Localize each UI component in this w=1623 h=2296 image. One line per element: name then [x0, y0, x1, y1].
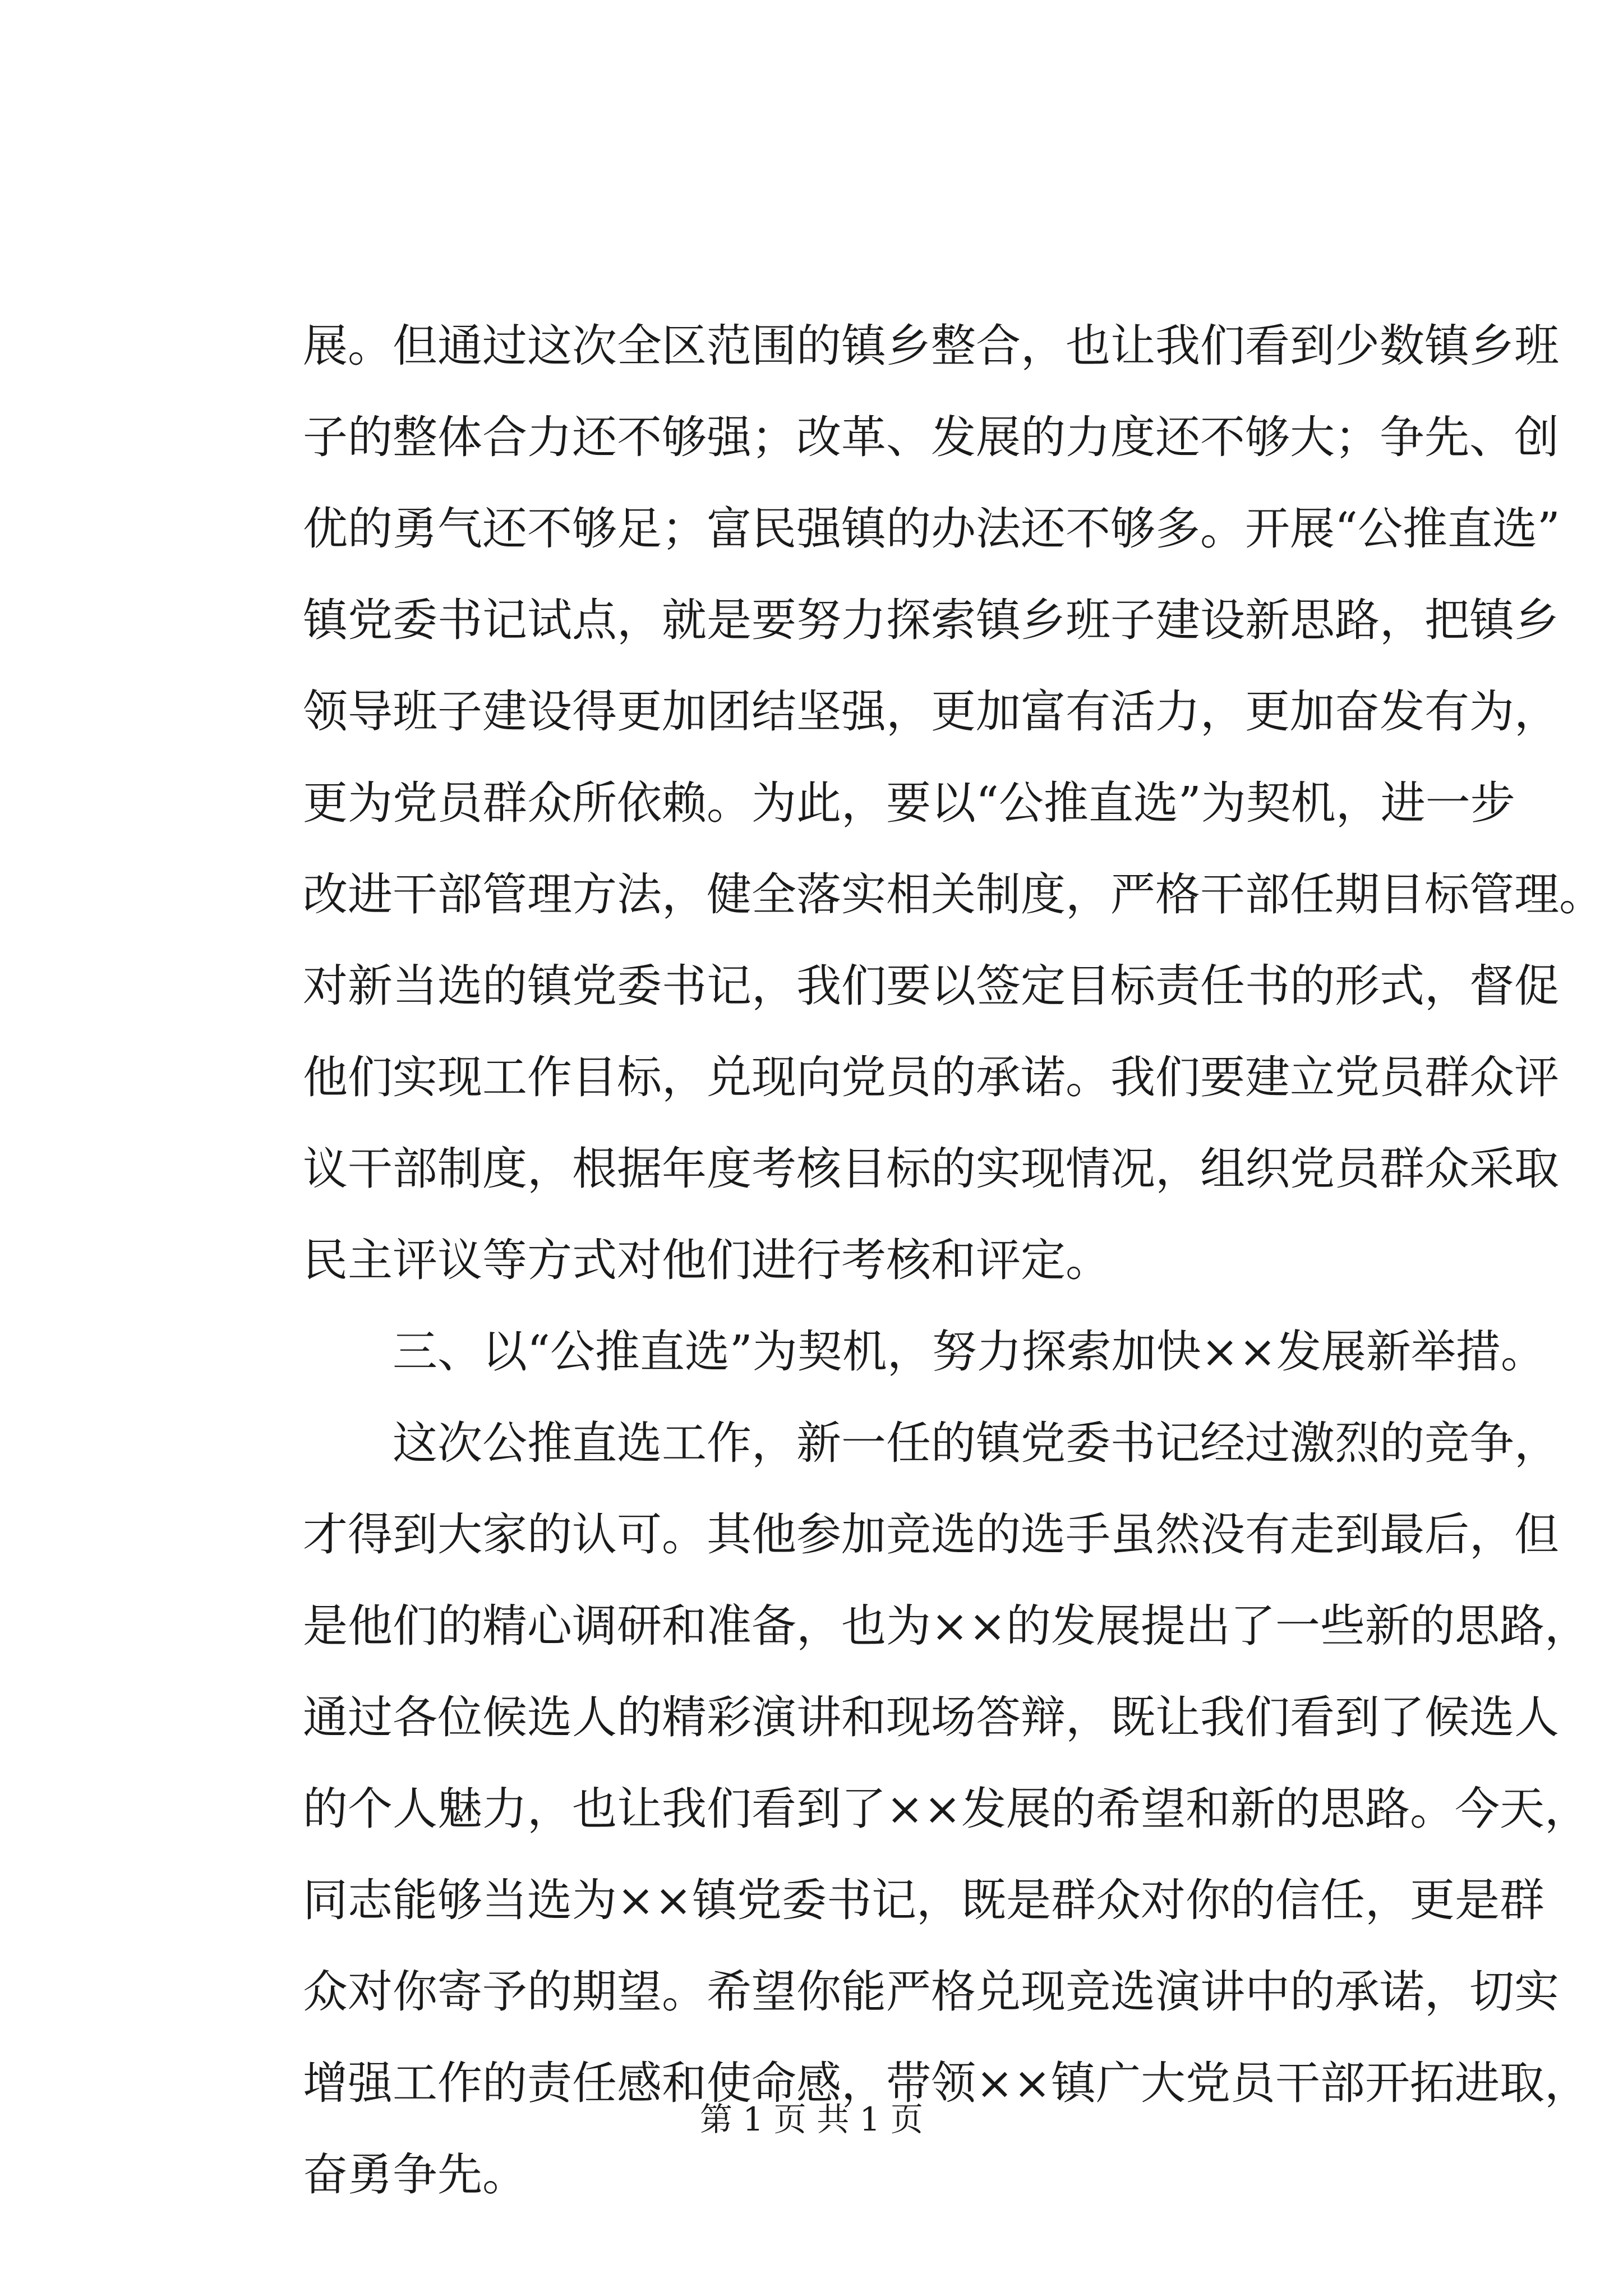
section-heading: 三、以“公推直选”为契机，努力探索加快××发展新举措。 [393, 1326, 1546, 1378]
text-line: 奋勇争先。 [303, 2148, 527, 2201]
text-line: 才得到大家的认可。其他参加竞选的选手虽然没有走到最后，但 [303, 1508, 1559, 1561]
text-line: 领导班子建设得更加团结坚强，更加富有活力，更加奋发有为， [303, 685, 1559, 738]
text-line: 子的整体合力还不够强；改革、发展的力度还不够大；争先、创 [303, 411, 1559, 463]
text-line: 是他们的精心调研和准备，也为××的发展提出了一些新的思路， [303, 1600, 1590, 1652]
text-line: 民主评议等方式对他们进行考核和评定。 [303, 1234, 1110, 1286]
text-line: 的个人魅力，也让我们看到了××发展的希望和新的思路。今天， [303, 1783, 1590, 1835]
text-line: 同志能够当选为××镇党委书记，既是群众对你的信任，更是群 [303, 1874, 1545, 1926]
text-line: 优的勇气还不够足；富民强镇的办法还不够多。开展“公推直选” [303, 503, 1560, 555]
text-line: 对新当选的镇党委书记，我们要以签定目标责任书的形式，督促 [303, 960, 1559, 1012]
text-line: 他们实现工作目标，兑现向党员的承诺。我们要建立党员群众评 [303, 1051, 1559, 1103]
page-number-footer: 第 1 页 共 1 页 [700, 2100, 923, 2138]
text-line: 通过各位候选人的精彩演讲和现场答辩，既让我们看到了候选人 [303, 1691, 1559, 1743]
text-line: 改进干部管理方法，健全落实相关制度，严格干部任期目标管理。 [303, 868, 1604, 921]
text-line: 增强工作的责任感和使命感，带领××镇广大党员干部开拓进取， [303, 2057, 1590, 2109]
document-body [303, 300, 1604, 2220]
text-line: 更为党员群众所依赖。为此，要以“公推直选”为契机，进一步 [303, 777, 1515, 829]
text-line: 镇党委书记试点，就是要努力探索镇乡班子建设新思路，把镇乡 [303, 594, 1559, 646]
text-line: 这次公推直选工作，新一任的镇党委书记经过激烈的竞争， [393, 1417, 1559, 1469]
text-line: 众对你寄予的期望。希望你能严格兑现竞选演讲中的承诺，切实 [303, 1966, 1559, 2018]
text-line: 议干部制度，根据年度考核目标的实现情况，组织党员群众采取 [303, 1143, 1559, 1195]
text-line: 展。但通过这次全区范围的镇乡整合，也让我们看到少数镇乡班 [303, 320, 1559, 372]
